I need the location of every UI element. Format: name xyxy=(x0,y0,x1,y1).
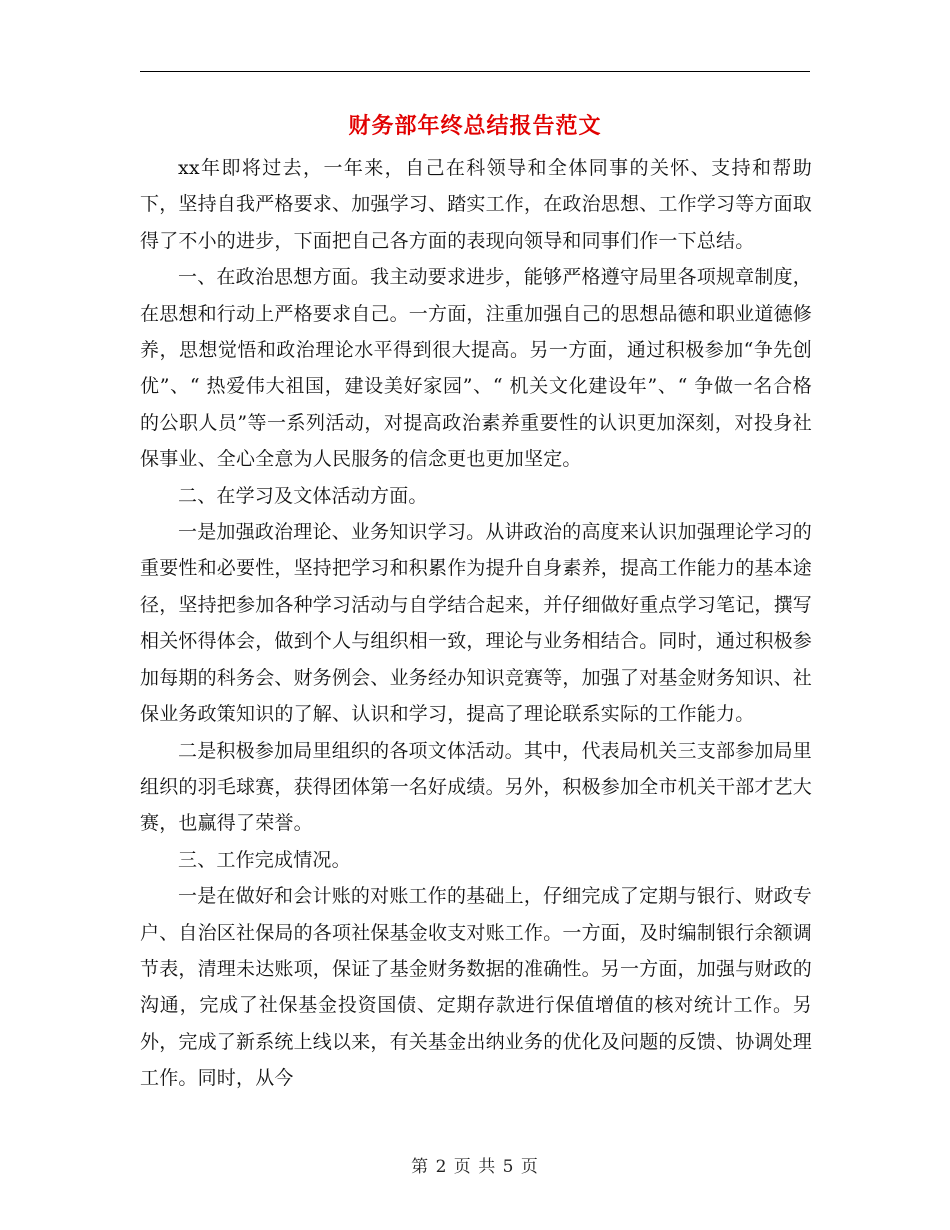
paragraph-intro: xx年即将过去，一年来，自己在科领导和全体同事的关怀、支持和帮助下，坚持自我严格要求、加强学习、踏实工作，在政治思想、工作学习等方面取得了不小的进步，下面把自己各方面的表现向领导和同事们作一下总结。 xyxy=(140,157,813,252)
heading-work-completion: 三、工作完成情况。 xyxy=(178,848,351,871)
paragraph-reconciliation-work: 一是在做好和会计账的对账工作的基础上，仔细完成了定期与银行、财政专户、自治区社保局的各项社保基金收支对账工作。一方面，及时编制银行余额调节表，清理未达账项，保证了基金财务数据的准确性。另一方面，加强与财政的沟通，完成了社保基金投资国债、定期存款进行保值增值的核对统计工作。另外，完成了新系统上线以来，有关基金出纳业务的优化及问题的反馈、协调处理工作。同时，从今 xyxy=(140,885,813,1090)
document-body xyxy=(140,150,812,1097)
heading-study-activities: 二、在学习及文体活动方面。 xyxy=(178,484,428,507)
paragraph-study-theory: 一是加强政治理论、业务知识学习。从讲政治的高度来认识加强理论学习的重要性和必要性，坚持把学习和积累作为提升自身素养，提高工作能力的基本途径，坚持把参加各种学习活动与自学结合起来，并仔细做好重点学习笔记，撰写相关怀得体会，做到个人与组织相一致，理论与业务相结合。同时，通过积极参加每期的科务会、财务例会、业务经办知识竞赛等，加强了对基金财务知识、社保业务政策知识的了解、认识和学习，提高了理论联系实际的工作能力。 xyxy=(140,521,813,726)
page-number-footer: 第 2 页 共 5 页 xyxy=(411,1157,539,1177)
document-title: 财务部年终总结报告范文 xyxy=(348,113,602,139)
paragraph-political-thought: 一、在政治思想方面。我主动要求进步，能够严格遵守局里各项规章制度，在思想和行动上严格要求自己。一方面，注重加强自己的思想品德和职业道德修养，思想觉悟和政治理论水平得到很大提高。另一方面，通过积极参加“争先创优”、“ 热爱伟大祖国，建设美好家园”、“ 机关文化建设年”、“ 争做一名合格的公职人员”等一系列活动，对提高政治素养重要性的认识更加深刻，对投身社保事业、全心全意为人民服务的信念更也更加坚定。 xyxy=(140,266,813,471)
header-rule xyxy=(140,71,810,72)
paragraph-sports-activities: 二是积极参加局里组织的各项文体活动。其中，代表局机关三支部参加局里组织的羽毛球赛，获得团体第一名好成绩。另外，积极参加全市机关干部才艺大赛，也赢得了荣誉。 xyxy=(140,739,813,835)
